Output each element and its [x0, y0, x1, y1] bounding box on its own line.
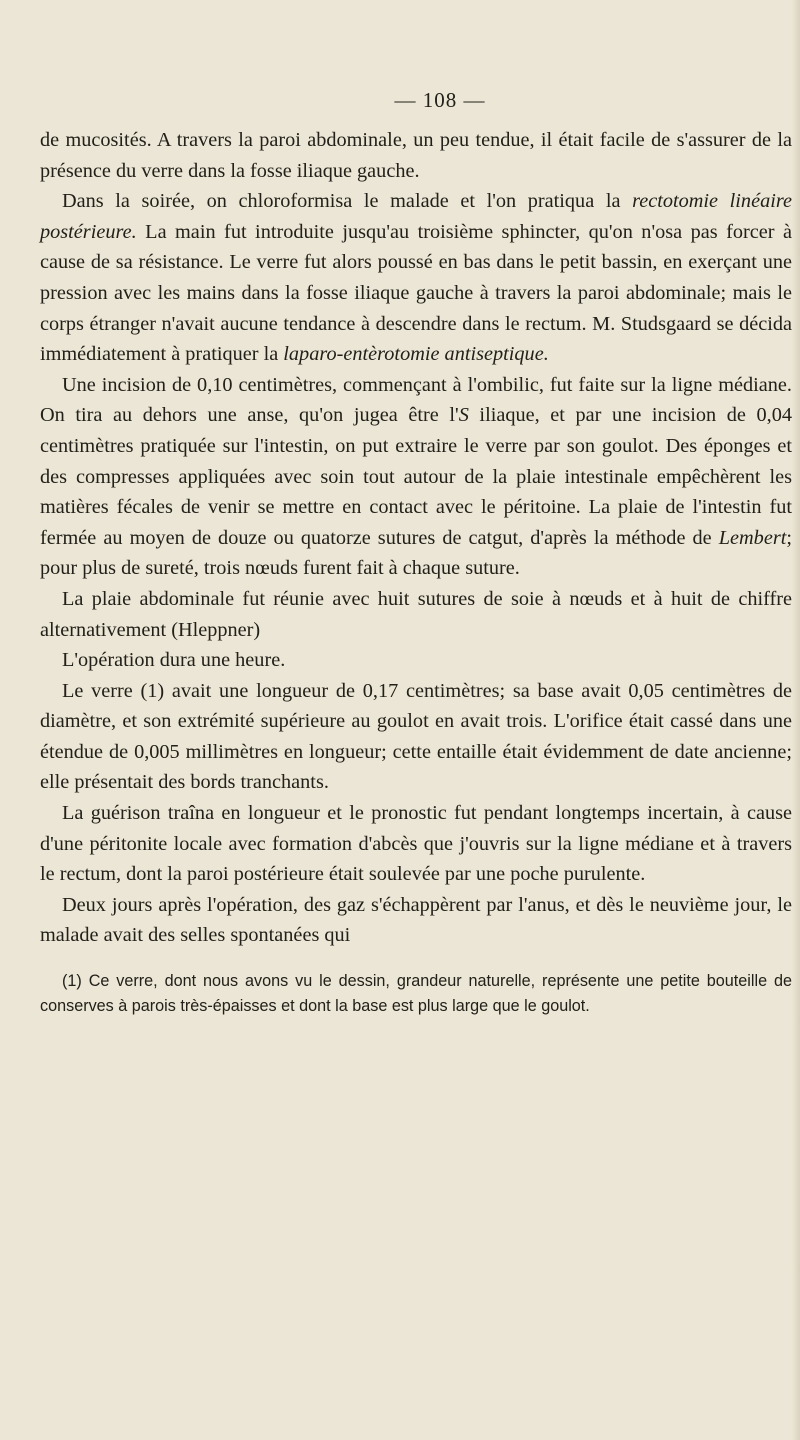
paragraph-3: Une incision de 0,10 centimètres, commençant à l'ombilic, fut faite sur la ligne médiane. On tira au dehors une anse, qu'on jugea être l'S iliaque, et par une incision de 0,04 centimètres pratiquée sur l'intestin, on put extraire le verre par son goulot. Des éponges et des compresses appliquées avec soin tout autour de la plaie intestinale empêchèrent les matières fécales de venir se mettre en contact avec le péritoine. La plaie de l'intestin fut fermée au moyen de douze ou quatorze sutures de catgut, d'après la méthode de Lembert; pour plus de sureté, trois nœuds furent fait à chaque suture. — [40, 373, 792, 580]
paragraph-4: La plaie abdominale fut réunie avec huit sutures de soie à nœuds et à huit de chiffre alternativement (Hleppner) — [40, 587, 792, 641]
paragraph-7: La guérison traîna en longueur et le pronostic fut pendant longtemps incertain, à cause d'une péritonite locale avec formation d'abcès que j'ouvris sur la ligne médiane et à travers le rectum, dont la paroi postérieure était soulevée par une poche purulente. — [40, 802, 792, 886]
page-edge-shadow — [792, 0, 800, 1440]
paragraph-6: Le verre (1) avait une longueur de 0,17 centimètres; sa base avait 0,05 centimètres de diamètre, et son extrémité supérieure au goulot en avait trois. L'orifice était cassé dans une étendue de 0,005 millimètres en longueur; cette entaille était évidemment de date ancienne; elle présentait des bords tranchants. — [40, 679, 792, 794]
italic-term-rectotomie: rectotomie linéaire postérieure. — [40, 190, 792, 243]
paragraph-5: L'opération dura une heure. — [62, 649, 286, 672]
italic-name-lembert: Lembert — [718, 526, 787, 549]
book-page — [40, 88, 792, 1019]
italic-letter-s: S — [458, 404, 469, 427]
italic-term-laparo: laparo-entèrotomie antiseptique. — [283, 343, 549, 366]
page-number: — 108 — — [394, 88, 486, 112]
paragraph-1: de mucosités. A travers la paroi abdominale, un peu tendue, il était facile de s'assurer de la présence du verre dans la fosse iliaque gauche. — [40, 129, 792, 182]
footnote-text: (1) Ce verre, dont nous avons vu le dessin, grandeur naturelle, représente une petite bouteille de conserves à parois très-épaisses et dont la base est plus large que le goulot. — [40, 972, 792, 1016]
paragraph-2: Dans la soirée, on chloroformisa le malade et l'on pratiqua la rectotomie linéaire postérieure. La main fut introduite jusqu'au troisième sphincter, qu'on n'osa pas forcer à cause de sa résistance. Le verre fut alors poussé en bas dans le petit bassin, en exerçant une pression avec les mains dans la fosse iliaque gauche à travers la paroi abdominale; mais le corps étranger n'avait aucune tendance à descendre dans le rectum. M. Studsgaard se décida immédiatement à pratiquer la laparo-entèrotomie antiseptique. — [40, 190, 792, 366]
footnote — [40, 969, 792, 1019]
body-text — [40, 125, 792, 951]
paragraph-8: Deux jours après l'opération, des gaz s'échappèrent par l'anus, et dès le neuvième jour, le malade avait des selles spontanées qui — [40, 893, 792, 947]
